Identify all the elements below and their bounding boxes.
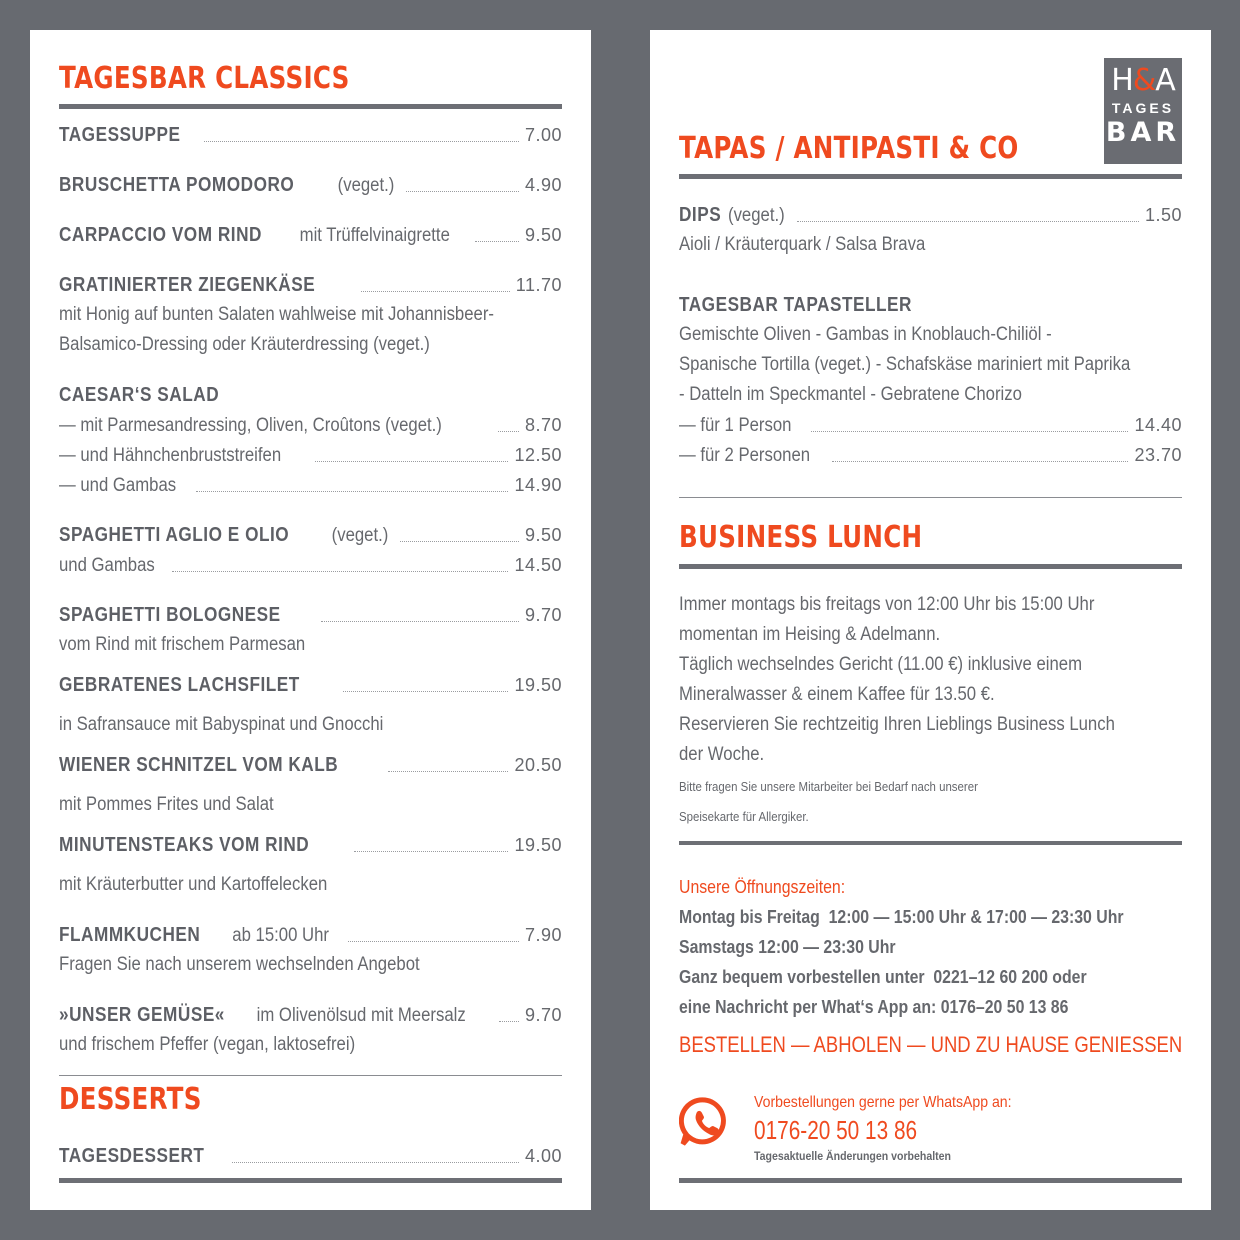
item-suffix: — mit Parmesandressing, Oliven, Croûtons (veget.): [59, 415, 442, 436]
menu-item-variant: — für 2 Personen 23.70: [679, 445, 1182, 466]
item-description: in Safransauce mit Babyspinat und Gnocchi: [59, 714, 384, 735]
menu-item: [59, 120, 562, 150]
item-price: 7.90: [524, 925, 562, 945]
ha-tagesbar-logo: H&A TAGES BAR: [1104, 58, 1182, 164]
menu-item: [59, 440, 562, 470]
item-price: 14.90: [514, 475, 562, 495]
whatsapp-line: Vorbestellungen gerne per WhatsApp an:: [754, 1094, 1012, 1111]
dot-leader: [475, 241, 519, 242]
heading-rule: [59, 104, 562, 109]
lunch-line: Reservieren Sie rechtzeitig Ihren Lieblings Business Lunch: [679, 714, 1115, 735]
section-divider: [59, 1075, 562, 1076]
item-price: 7.00: [524, 125, 562, 145]
item-description: und frischem Pfeffer (vegan, laktosefrei): [59, 1034, 356, 1055]
item-description: mit Honig auf bunten Salaten wahlweise mit Johannisbeer-: [59, 304, 494, 325]
menu-item: [59, 470, 562, 500]
dot-leader: [811, 431, 1129, 432]
item-price: 8.70: [524, 415, 562, 435]
dot-leader: [196, 491, 508, 492]
item-name: GRATINIERTER ZIEGENKÄSE: [59, 274, 316, 296]
business-lunch-heading: BUSINESS LUNCH: [679, 520, 923, 555]
dot-leader: [321, 621, 519, 622]
item-name: TAGESDESSERT: [59, 1145, 205, 1167]
item-price: 9.50: [524, 225, 562, 245]
tapas-heading: TAPAS / ANTIPASTI & CO: [679, 131, 1019, 166]
item-suffix: mit Trüffelvinaigrette: [295, 225, 450, 246]
item-suffix: ab 15:00 Uhr: [223, 925, 330, 946]
hours-line: Samstags 12:00 — 23:30 Uhr: [679, 937, 896, 957]
dot-leader: [498, 431, 519, 432]
menu-item: [59, 830, 562, 860]
menu-item: [59, 380, 562, 410]
item-price: 9.50: [524, 525, 562, 545]
section-rule: [679, 841, 1182, 845]
menu-panel-right: [650, 30, 1211, 1210]
item-name: WIENER SCHNITZEL VOM KALB: [59, 754, 339, 776]
item-suffix: (veget.): [332, 175, 394, 196]
allergy-note: Speisekarte für Allergiker.: [679, 809, 809, 824]
footer-rule: [679, 1178, 1182, 1183]
dot-leader: [406, 191, 519, 192]
item-suffix: im Olivenölsud mit Meersalz: [251, 1005, 466, 1026]
lunch-line: der Woche.: [679, 744, 765, 765]
menu-item: [59, 410, 562, 440]
menu-item: [59, 520, 562, 550]
item-suffix: und Gambas: [59, 555, 155, 576]
dot-leader: [354, 851, 508, 852]
dot-leader: [361, 291, 510, 292]
item-description: Balsamico-Dressing oder Kräuterdressing (veget.): [59, 334, 430, 355]
item-price: 9.70: [524, 605, 562, 625]
menu-item: [59, 1000, 562, 1030]
item-price: 20.50: [514, 755, 562, 775]
item-description: Aioli / Kräuterquark / Salsa Brava: [679, 234, 926, 255]
item-price: 19.50: [514, 835, 562, 855]
dot-leader: [232, 1162, 519, 1163]
dot-leader: [797, 221, 1139, 222]
desserts-heading: DESSERTS: [59, 1082, 202, 1117]
item-name: SPAGHETTI BOLOGNESE: [59, 604, 281, 626]
item-name: CARPACCIO VOM RIND: [59, 224, 262, 246]
menu-item: [59, 220, 562, 250]
hours-line: Ganz bequem vorbestellen unter 0221–12 60 200 oder: [679, 967, 1087, 987]
section-divider: [679, 497, 1182, 498]
item-description: vom Rind mit frischem Parmesan: [59, 634, 306, 655]
item-description: - Datteln im Speckmantel - Gebratene Chorizo: [679, 384, 1022, 405]
lunch-line: Mineralwasser & einem Kaffee für 13.50 €.: [679, 684, 995, 705]
heading-rule: [679, 564, 1182, 569]
item-name: FLAMMKUCHEN: [59, 924, 201, 946]
lunch-line: Immer montags bis freitags von 12:00 Uhr bis 15:00 Uhr: [679, 594, 1095, 615]
menu-item: [59, 170, 562, 200]
hours-line: Montag bis Freitag 12:00 — 15:00 Uhr & 17:00 — 23:30 Uhr: [679, 907, 1124, 927]
classics-heading: TAGESBAR CLASSICS: [59, 61, 350, 96]
dot-leader: [499, 1021, 519, 1022]
menu-item-tapasteller: TAGESBAR TAPASTELLER: [679, 294, 912, 316]
dot-leader: [172, 571, 509, 572]
menu-item-dips: DIPS (veget.) 1.50: [679, 204, 1182, 226]
item-name: »UNSER GEMÜSE«: [59, 1004, 225, 1026]
menu-item: [59, 750, 562, 780]
dot-leader: [400, 541, 519, 542]
item-price: 14.50: [514, 555, 562, 575]
item-price: 4.90: [524, 175, 562, 195]
item-suffix: (veget.): [326, 525, 388, 546]
menu-item-variant: — für 1 Person 14.40: [679, 415, 1182, 436]
menu-item-tagesdessert: [59, 1141, 562, 1171]
item-description: mit Kräuterbutter und Kartoffelecken: [59, 874, 328, 895]
item-suffix: — und Hähnchenbruststreifen: [59, 445, 282, 466]
item-description: mit Pommes Frites und Salat: [59, 794, 274, 815]
item-description: Gemischte Oliven - Gambas in Knoblauch-Chiliöl -: [679, 324, 1052, 345]
item-name: GEBRATENES LACHSFILET: [59, 674, 300, 696]
menu-item: [59, 670, 562, 700]
item-name: MINUTENSTEAKS VOM RIND: [59, 834, 310, 856]
hours-line: eine Nachricht per What‘s App an: 0176–20 50 13 86: [679, 997, 1069, 1017]
heading-rule: [679, 174, 1182, 179]
item-price: 4.00: [524, 1146, 562, 1166]
dot-leader: [832, 461, 1129, 462]
item-description: Spanische Tortilla (veget.) - Schafskäse mariniert mit Paprika: [679, 354, 1131, 375]
lunch-line: momentan im Heising & Adelmann.: [679, 624, 941, 645]
item-name: TAGESSUPPE: [59, 124, 181, 146]
dot-leader: [348, 941, 519, 942]
whatsapp-note: Tagesaktuelle Änderungen vorbehalten: [754, 1149, 951, 1163]
item-name: BRUSCHETTA POMODORO: [59, 174, 295, 196]
dot-leader: [388, 771, 509, 772]
lunch-line: Täglich wechselndes Gericht (11.00 €) inklusive einem: [679, 654, 1083, 675]
slogan: BESTELLEN — ABHOLEN — UND ZU HAUSE GENIESSEN: [679, 1032, 1183, 1057]
dot-leader: [204, 141, 519, 142]
menu-item: [59, 920, 562, 950]
hours-title: Unsere Öffnungszeiten:: [679, 877, 846, 897]
allergy-note: Bitte fragen Sie unsere Mitarbeiter bei Bedarf nach unserer: [679, 779, 978, 794]
menu-item: [59, 600, 562, 630]
item-name: SPAGHETTI AGLIO E OLIO: [59, 524, 290, 546]
item-suffix: — und Gambas: [59, 475, 177, 496]
item-price: 11.70: [515, 275, 562, 295]
menu-item: [59, 550, 562, 580]
footer-rule: [59, 1178, 562, 1183]
menu-item: [59, 270, 562, 300]
whatsapp-icon: [679, 1096, 731, 1148]
dot-leader: [343, 691, 508, 692]
item-name: CAESAR‘S SALAD: [59, 384, 220, 406]
item-price: 19.50: [514, 675, 562, 695]
dot-leader: [315, 461, 508, 462]
item-price: 12.50: [514, 445, 562, 465]
item-price: 9.70: [524, 1005, 562, 1025]
menu-panel-left: [30, 30, 591, 1210]
item-description: Fragen Sie nach unserem wechselnden Angebot: [59, 954, 420, 975]
whatsapp-number[interactable]: 0176-20 50 13 86: [754, 1115, 918, 1145]
